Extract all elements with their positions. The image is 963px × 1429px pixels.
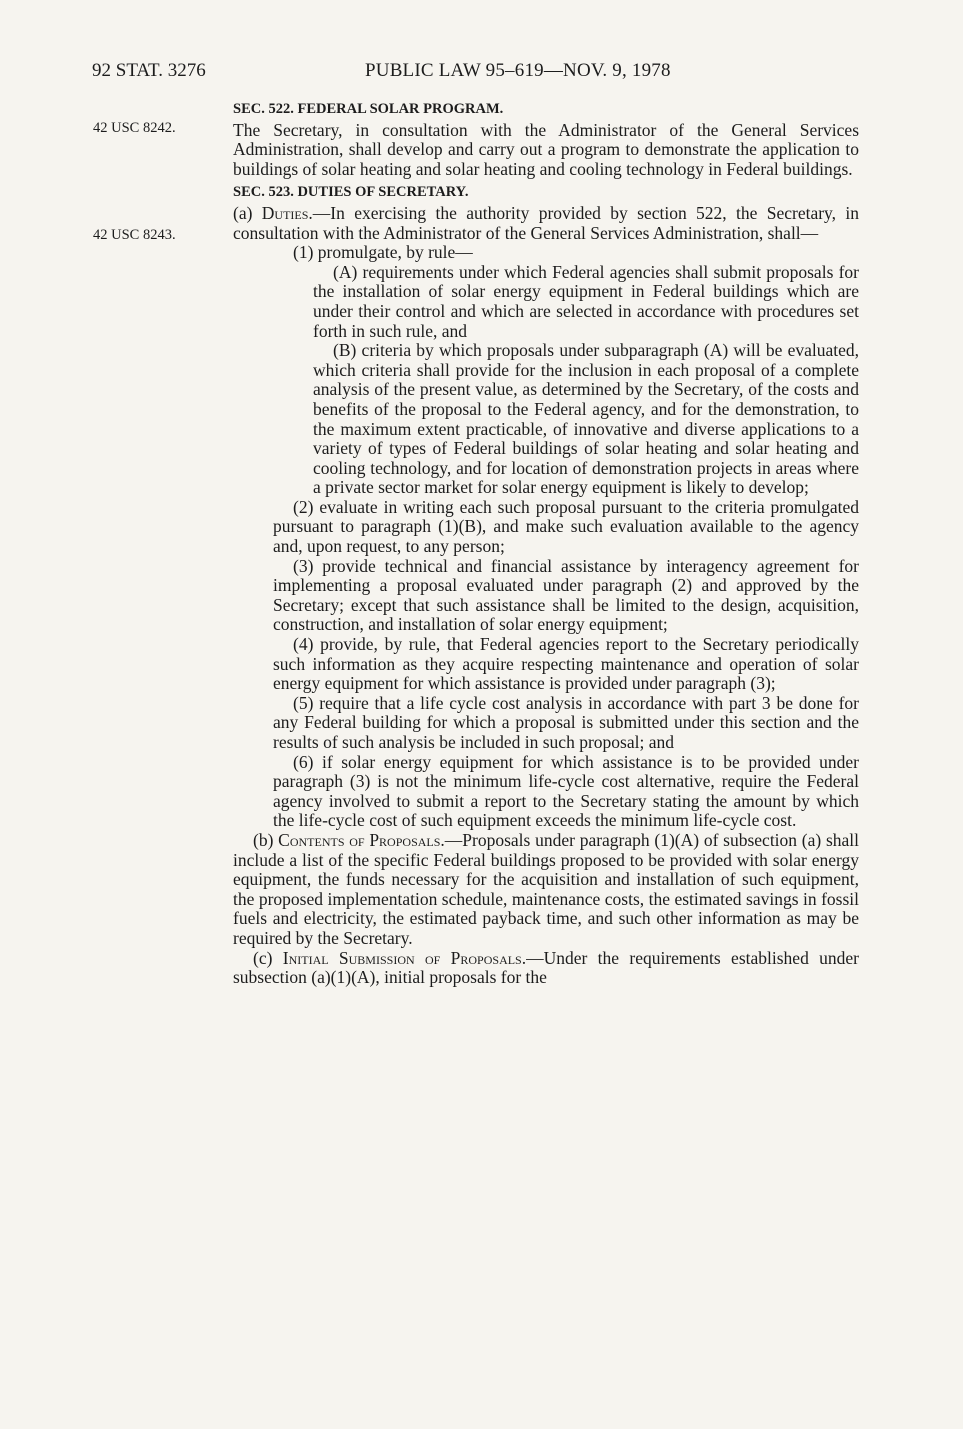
section-522-text: The Secretary, in consultation with the Administrator of the General Services Administration, shall develop and carry out a program to demonstrate the application to buildings of solar heating and solar heating and cooling technology in Federal buildings. <box>233 119 859 179</box>
statute-page-number: 92 STAT. 3276 <box>92 60 206 81</box>
margin-citation-8243: 42 USC 8243. <box>93 227 176 243</box>
subsection-b-label: (b) <box>253 829 279 850</box>
subsection-c-text: —Under the requirements established under subsection (a)(1)(A), initial proposals for the <box>233 947 859 988</box>
paragraph-3: (3) provide technical and financial assistance by interagency agreement for implementing a proposal evaluated under paragraph (2) and approved by the Secretary; except that such assistance shall be limited to the design, acquisition, construction, and installation of solar energy equipment; <box>273 555 859 635</box>
subsection-b-caption: Contents of Proposals. <box>278 829 445 850</box>
subparagraph-B: (B) criteria by which proposals under subparagraph (A) will be evaluated, which criteria shall provide for the inclusion in each proposal of a complete analysis of the present value, as determined by the Secretary, of the costs and benefits of the proposal to the Federal agency, and for the demonstration, to the maximum extent practicable, of innovative and diverse applications to a variety of types of Federal buildings of solar heating and solar heating and cooling technology, and for location of demonstration projects in areas where a private sector market for solar energy equipment is likely to develop; <box>313 340 859 498</box>
margin-citation-8242: 42 USC 8242. <box>93 120 176 136</box>
subparagraph-A: (A) requirements under which Federal agencies shall submit proposals for the installation of solar energy equipment in Federal buildings which are under their control and which are selected in accordance with procedures set forth in such rule, and <box>313 261 859 341</box>
subsection-a <box>233 204 859 243</box>
subsection-a-label: (a) <box>233 202 262 223</box>
subsection-b <box>233 831 859 949</box>
subsection-c-label: (c) <box>253 947 283 968</box>
section-523-heading: SEC. 523. DUTIES OF SECRETARY. <box>233 184 469 201</box>
running-header-title: PUBLIC LAW 95–619—NOV. 9, 1978 <box>365 60 671 81</box>
subsection-a-caption: Duties. <box>261 202 313 223</box>
subsection-c <box>233 949 859 988</box>
paragraph-6: (6) if solar energy equipment for which assistance is to be provided under paragraph (3) is not the minimum life-cycle cost alternative, require the Federal agency involved to submit a report to the Secretary stating the amount by which the life-cycle cost of such equipment exceeds the minimum life-cycle cost. <box>273 751 859 831</box>
paragraph-2: (2) evaluate in writing each such proposal pursuant to the criteria promulgated pursuant to paragraph (1)(B), and make such evaluation available to the agency and, upon request, to any person; <box>273 496 859 557</box>
subsection-c-caption: Initial Submission of Proposals. <box>282 947 527 968</box>
paragraph-1: (1) promulgate, by rule— <box>293 242 473 263</box>
paragraph-4: (4) provide, by rule, that Federal agencies report to the Secretary periodically such information as they acquire respecting maintenance and operation of solar energy equipment for which assistance is provided under paragraph (3); <box>273 634 859 694</box>
subsection-a-text: —In exercising the authority provided by section 522, the Secretary, in consultation with the Administrator of the General Services Administration, shall— <box>233 202 859 243</box>
paragraph-5: (5) require that a life cycle cost analysis in accordance with part 3 be done for any Federal building for which a proposal is submitted under this section and the results of such analysis be included in such proposal; and <box>273 692 859 752</box>
section-522-heading: SEC. 522. FEDERAL SOLAR PROGRAM. <box>233 101 504 117</box>
subsection-b-text: —Proposals under paragraph (1)(A) of subsection (a) shall include a list of the specific Federal buildings proposed to be provided with solar energy equipment, the funds necessary for the acquisition and installation of such equipment, the proposed implementation schedule, maintenance costs, the estimated savings in fossil fuels and electricity, the estimated payback time, and such other information as may be required by the Secretary. <box>233 829 860 948</box>
document-body <box>233 100 859 988</box>
